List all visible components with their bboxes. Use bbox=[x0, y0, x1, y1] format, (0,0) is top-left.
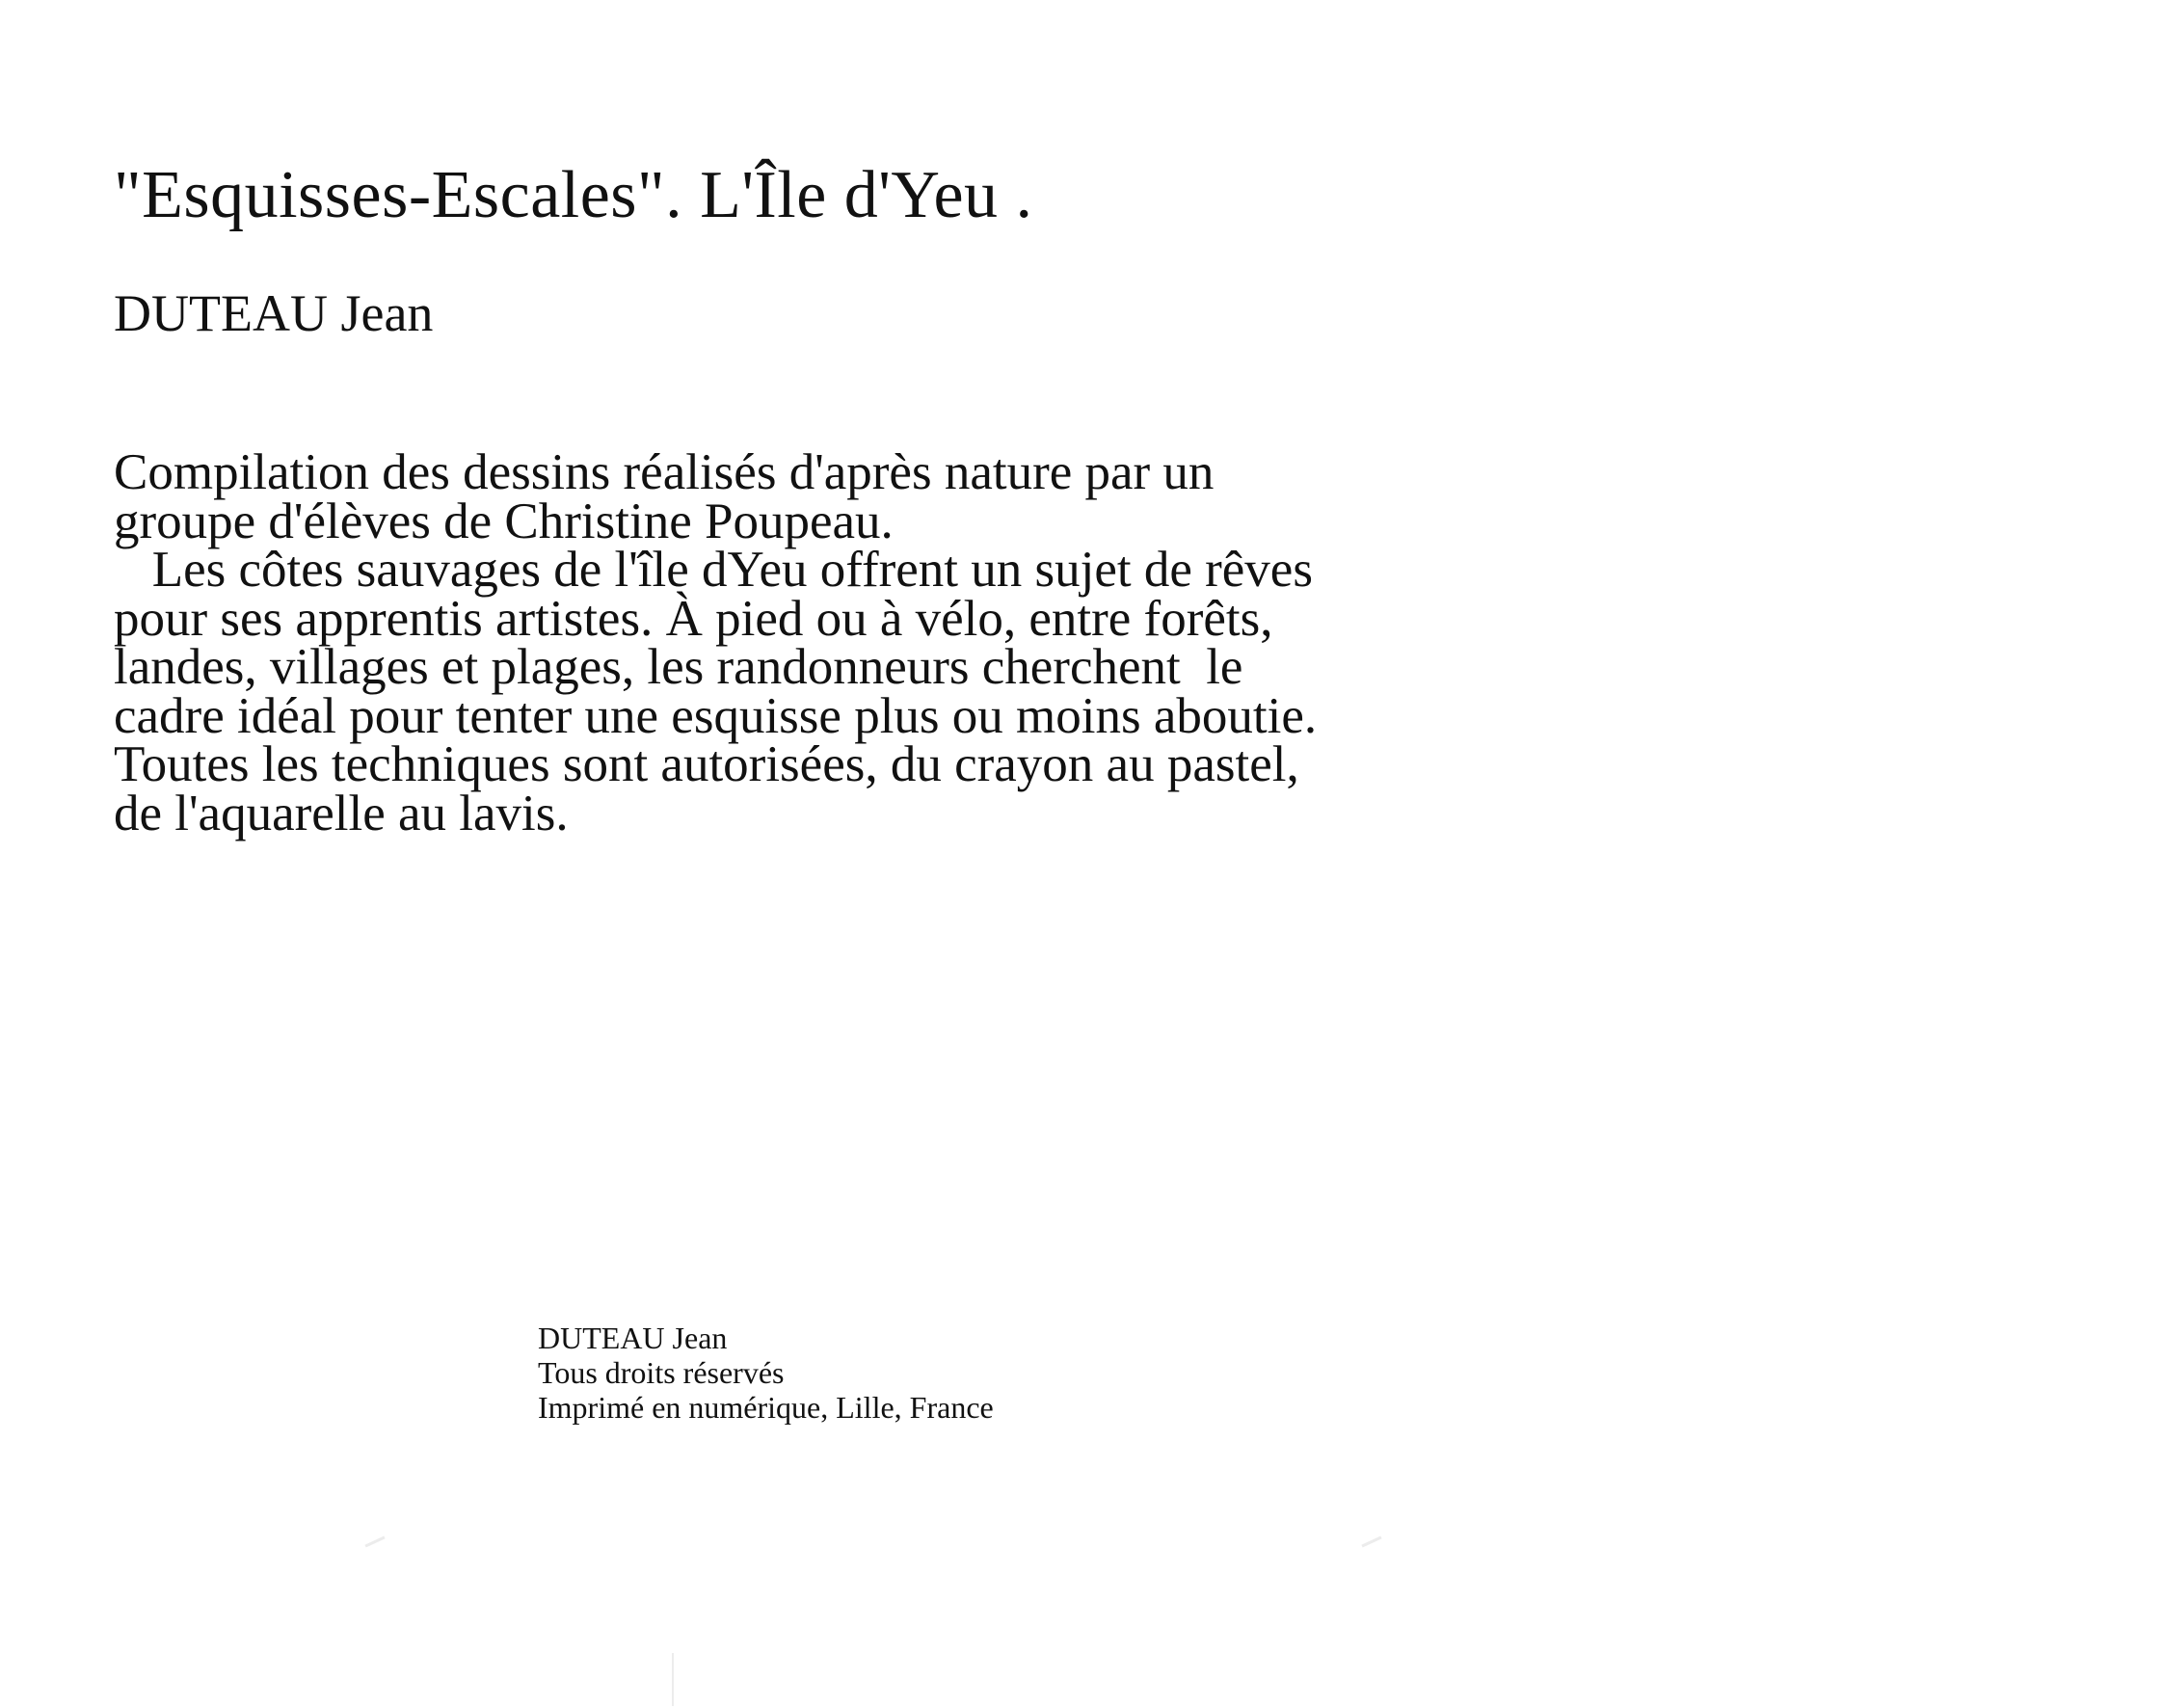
document-author: DUTEAU Jean bbox=[114, 284, 434, 342]
description-line: pour ses apprentis artistes. À pied ou à vélo, entre forêts, bbox=[114, 590, 1273, 647]
description-line: cadre idéal pour tenter une esquisse plus ou moins aboutie. bbox=[114, 687, 1318, 744]
scan-artifact bbox=[672, 1653, 674, 1706]
colophon bbox=[538, 1321, 994, 1425]
scan-artifact bbox=[364, 1535, 385, 1547]
document-title: "Esquisses-Escales". L'Île d'Yeu . bbox=[114, 158, 1033, 232]
description-line: Les côtes sauvages de l'île dYeu offrent un sujet de rêves bbox=[114, 542, 1313, 598]
scan-artifact bbox=[1361, 1535, 1381, 1547]
colophon-author: DUTEAU Jean bbox=[538, 1321, 728, 1355]
description-block bbox=[114, 444, 1637, 841]
description-line: Toutes les techniques sont autorisées, du crayon au pastel, bbox=[114, 736, 1299, 792]
description-line: groupe d'élèves de Christine Poupeau. bbox=[114, 493, 894, 549]
description-line: Compilation des dessins réalisés d'après nature par un bbox=[114, 444, 1215, 500]
description-line: de l'aquarelle au lavis. bbox=[114, 785, 569, 841]
colophon-rights: Tous droits réservés bbox=[538, 1355, 785, 1390]
description-line: landes, villages et plages, les randonneurs cherchent le bbox=[114, 639, 1243, 695]
colophon-printing: Imprimé en numérique, Lille, France bbox=[538, 1390, 994, 1425]
